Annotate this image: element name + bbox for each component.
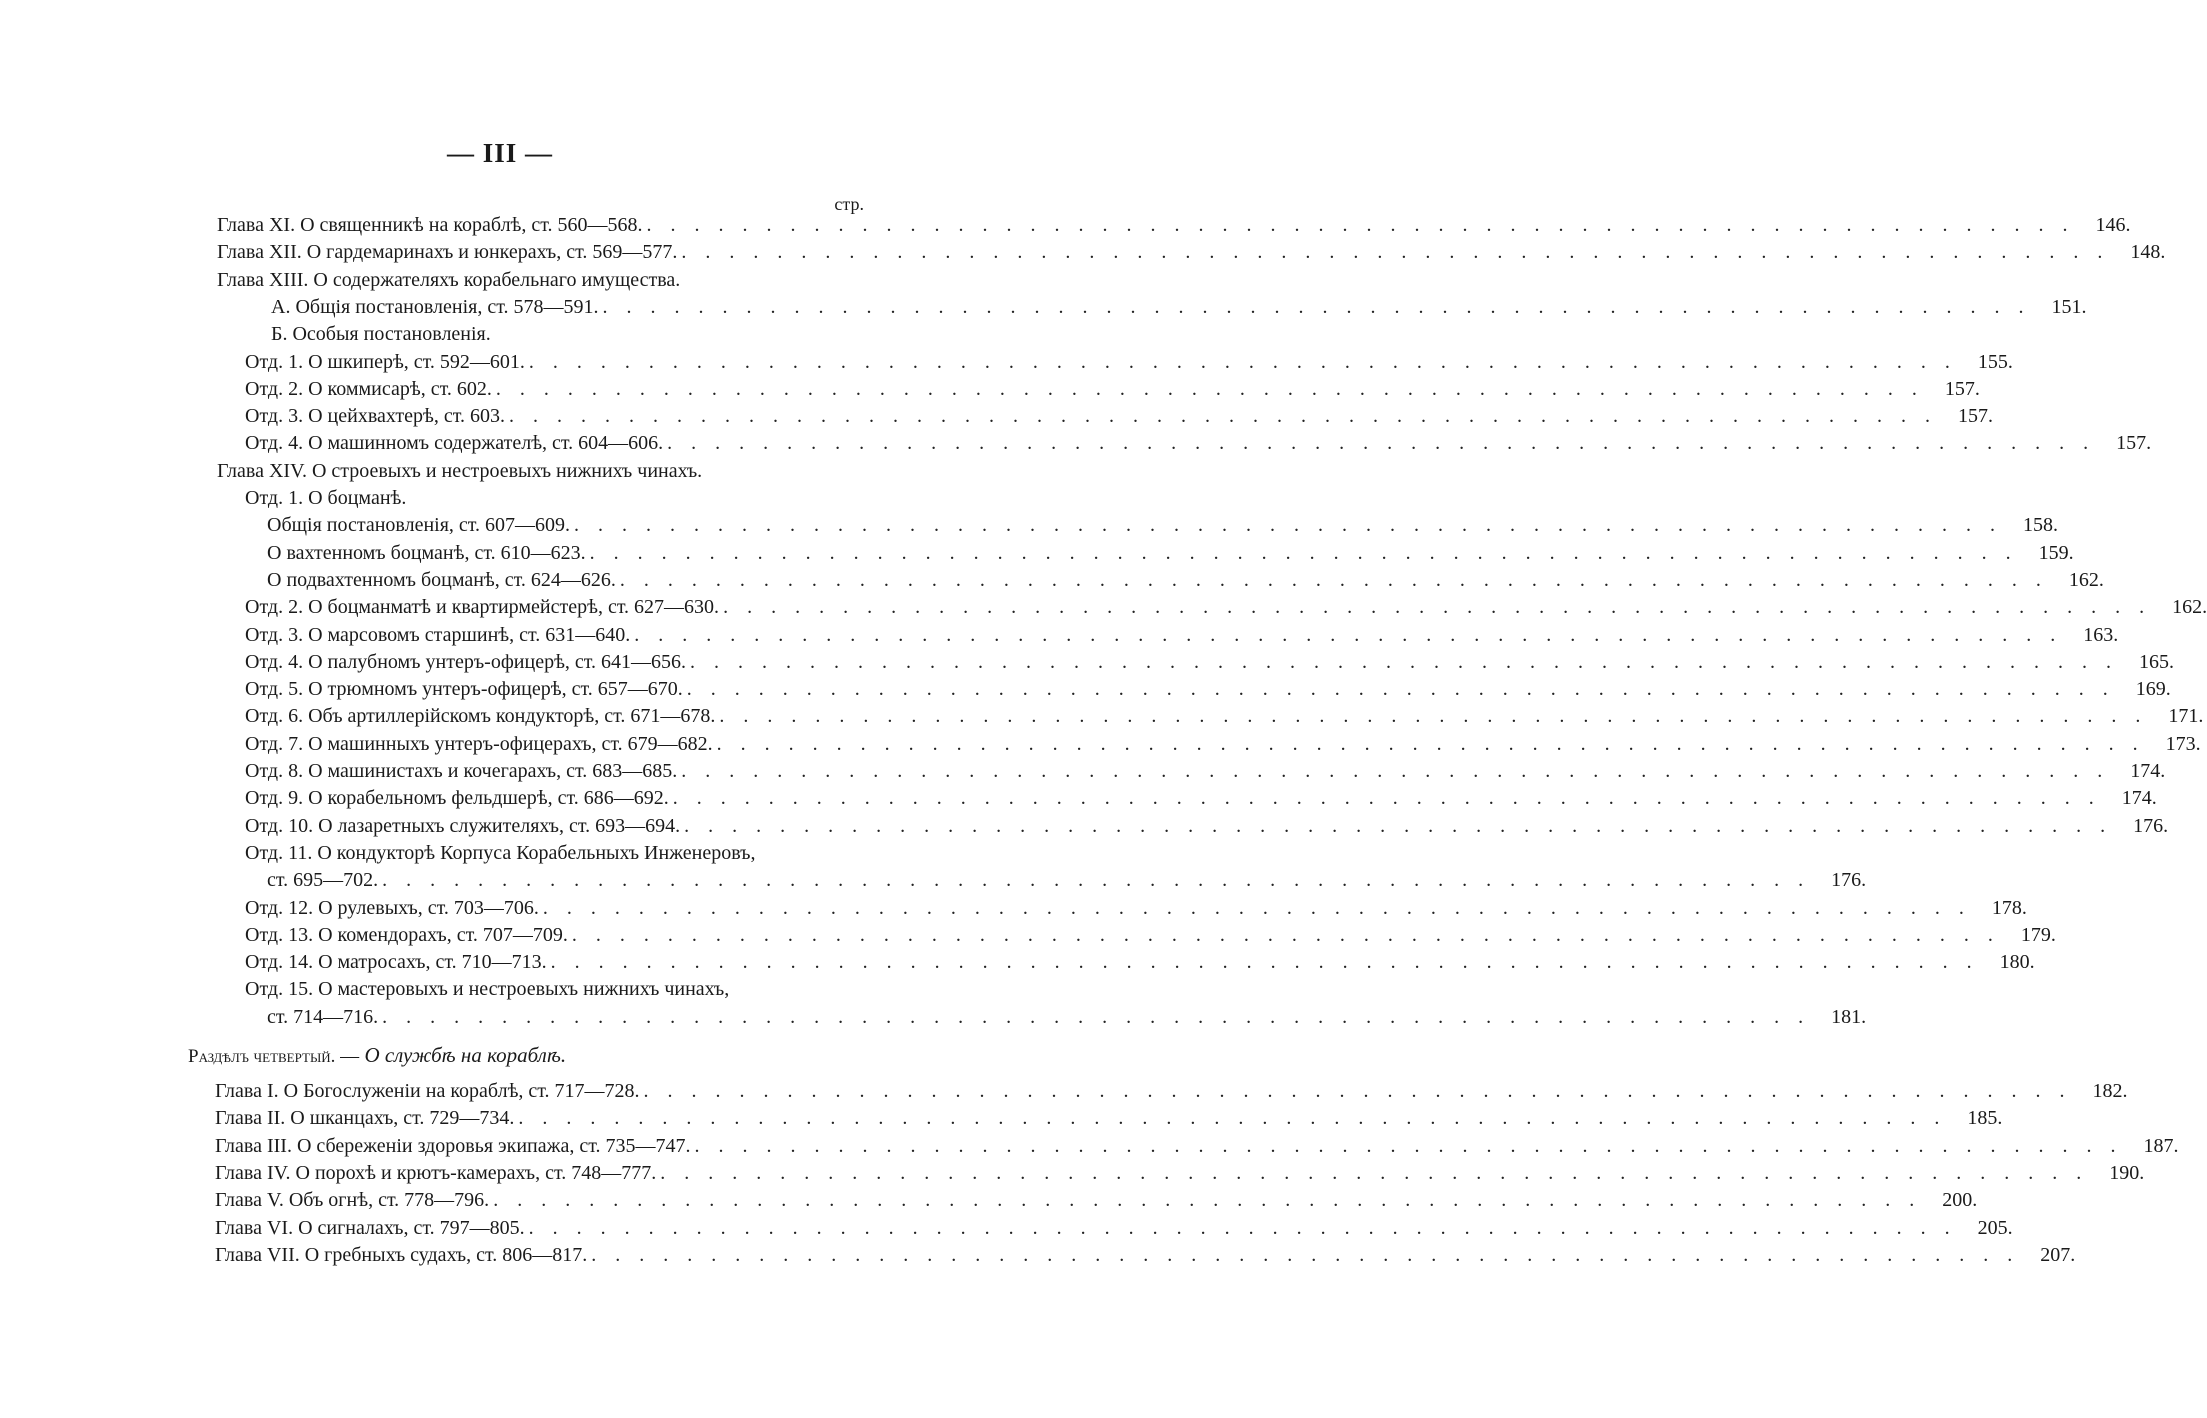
- toc-leader-dots: . . . . . . . . . . . . . . . . . . . . . . . . . . . . . . . . . . . . . . . . . . . . . . . . . . . . . . . . . . . .: [646, 214, 2075, 236]
- toc-entry-page: 163.: [2083, 623, 2119, 646]
- toc-entry: [245, 485, 866, 512]
- toc-leader-dots: . . . . . . . . . . . . . . . . . . . . . . . . . . . . . . . . . . . . . . . . . . . . . . . . . . . . . . . . . . . .: [634, 623, 2063, 646]
- toc-entry-text: Отд. 13. О комендорахъ, ст. 707—709.: [245, 923, 568, 946]
- toc-entry-page: 162.: [2172, 596, 2207, 619]
- toc-entry-text: Глава IV. О порохѣ и крютъ-камерахъ, ст. 748—777.: [215, 1161, 657, 1184]
- toc-entry-text: Глава V. Объ огнѣ, ст. 778—796.: [215, 1189, 490, 1212]
- page-column-header: стр.: [834, 194, 864, 214]
- toc-entry: [215, 1078, 2128, 1105]
- toc-entry-text: Отд. 1. О боцманѣ.: [245, 487, 407, 509]
- toc-entry-text: Отд. 14. О матросахъ, ст. 710—713.: [245, 951, 547, 974]
- toc-leader-dots: . . . . . . . . . . . . . . . . . . . . . . . . . . . . . . . . . . . . . . . . . . . . . . . . . . . . . . . . . . . .: [508, 405, 1937, 428]
- toc-entry: [245, 976, 866, 1003]
- toc-entry-page: 174.: [2121, 787, 2157, 810]
- toc-entry: [217, 458, 866, 485]
- toc-entry: [217, 267, 866, 294]
- toc-entry: [245, 403, 1993, 430]
- toc-entry: [245, 430, 2152, 457]
- section-heading: [188, 1040, 566, 1072]
- toc-entry: [245, 949, 2035, 976]
- toc-entry-text: Отд. 6. Объ артиллерійскомъ кондукторѣ, ст. 671—678.: [245, 705, 716, 728]
- toc-leader-dots: . . . . . . . . . . . . . . . . . . . . . . . . . . . . . . . . . . . . . . . . . . . . . . . . . . . . . . . . . . . .: [684, 814, 2113, 837]
- toc-leader-dots: . . . . . . . . . . . . . . . . . . . . . . . . . . . . . . . . . . . . . . . . . . . . . . . . . . . . . . . . . . . .: [681, 241, 2110, 264]
- toc-entry-text: Отд. 3. О цейхвахтерѣ, ст. 603.: [245, 405, 505, 428]
- toc-entry: [245, 785, 2157, 812]
- toc-entry: [217, 239, 2166, 266]
- toc-entry-page: 148.: [2130, 241, 2166, 264]
- toc-entry-text: Глава XIV. О строевыхъ и нестроевыхъ нижнихъ чинахъ.: [217, 459, 703, 482]
- toc-entry-text: Б. Особыя постановленія.: [271, 323, 491, 346]
- toc-entry: [245, 622, 2119, 649]
- toc-entry-page: 182.: [2092, 1080, 2128, 1102]
- toc-leader-dots: . . . . . . . . . . . . . . . . . . . . . . . . . . . . . . . . . . . . . . . . . . . . . . . . . . . . . . . . . . . .: [495, 377, 1924, 400]
- toc-leader-dots: . . . . . . . . . . . . . . . . . . . . . . . . . . . . . . . . . . . . . . . . . . . . . . . . . . . . . . . . . . . .: [602, 295, 2031, 318]
- toc-entry: [215, 1187, 1978, 1214]
- toc-entry-text: Отд. 15. О мастеровыхъ и нестроевыхъ нижнихъ чинахъ,: [245, 978, 730, 1001]
- toc-entry: [245, 676, 2171, 703]
- toc-entry-text: Отд. 7. О машинныхъ унтеръ-офицерахъ, ст. 679—682.: [245, 732, 713, 755]
- toc-entry-page: 173.: [2165, 732, 2201, 755]
- toc-entry-page: 157.: [1944, 377, 1980, 400]
- toc-entry-text: О подвахтенномъ боцманѣ, ст. 624—626.: [267, 568, 616, 591]
- toc-entry-text: Глава III. О сбереженіи здоровья экипажа, ст. 735—747.: [215, 1134, 691, 1157]
- toc-entry-page: 174.: [2130, 760, 2166, 782]
- toc-entry-text: Отд. 8. О машинистахъ и кочегарахъ, ст. 683—685.: [245, 760, 678, 782]
- toc-entry: [267, 512, 2059, 539]
- toc-entry-page: 169.: [2135, 678, 2171, 701]
- toc-entry-text: Отд. 3. О марсовомъ старшинѣ, ст. 631—640.: [245, 623, 631, 646]
- toc-entry-page: 190.: [2109, 1161, 2145, 1184]
- toc-leader-dots: . . . . . . . . . . . . . . . . . . . . . . . . . . . . . . . . . . . . . . . . . . . . . . . . . . . . . . . . . . . .: [528, 1216, 1957, 1239]
- toc-entry-text: Отд. 1. О шкиперѣ, ст. 592—601.: [245, 350, 525, 373]
- toc-leader-dots: . . . . . . . . . . . . . . . . . . . . . . . . . . . . . . . . . . . . . . . . . . . . . . . . . . . . . . . . . . . .: [571, 923, 2000, 946]
- toc-entry: [271, 321, 866, 348]
- toc-leader-dots: . . . . . . . . . . . . . . . . . . . . . . . . . . . . . . . . . . . . . . . . . . . . . . . . . . . . . . . . . . . .: [528, 350, 1957, 373]
- toc-leader-dots: . . . . . . . . . . . . . . . . . . . . . . . . . . . . . . . . . . . . . . . . . . . . . . . . . . . . . . . . . . . .: [574, 514, 2003, 537]
- toc-entry: [245, 840, 866, 867]
- toc-entry-text: А. Общія постановленія, ст. 578—591.: [271, 295, 599, 318]
- toc-leader-dots: . . . . . . . . . . . . . . . . . . . . . . . . . . . . . . . . . . . . . . . . . . . . . . . . . . . . . . . . . . . .: [493, 1189, 1922, 1212]
- toc-leader-dots: . . . . . . . . . . . . . . . . . . . . . . . . . . . . . . . . . . . . . . . . . . . . . . . . . . . . . . . . . . . .: [719, 705, 2148, 728]
- toc-entry: [215, 1105, 2003, 1132]
- toc-leader-dots: . . . . . . . . . . . . . . . . . . . . . . . . . . . . . . . . . . . . . . . . . . . . . . . . . . . . . . . . . . . .: [518, 1107, 1947, 1130]
- toc-entry-page: 151.: [2051, 295, 2087, 318]
- section-heading-title: О службѣ на кораблѣ.: [364, 1043, 567, 1067]
- toc-entry-text: О вахтенномъ боцманѣ, ст. 610—623.: [267, 541, 586, 564]
- toc-entry-page: 159.: [2038, 541, 2074, 564]
- toc-entry-page: 178.: [1991, 896, 2027, 919]
- toc-entry-page: 179.: [2020, 923, 2056, 946]
- toc-entry-text: Отд. 10. О лазаретныхъ служителяхъ, ст. 693—694.: [245, 814, 681, 837]
- toc-entry-text: Отд. 12. О рулевыхъ, ст. 703—706.: [245, 896, 539, 919]
- toc-leader-dots: . . . . . . . . . . . . . . . . . . . . . . . . . . . . . . . . . . . . . . . . . . . . . . . . . . . . . . . . . . . .: [382, 1005, 1811, 1028]
- toc-entry: [245, 703, 2204, 730]
- toc-entry: [217, 212, 2131, 239]
- toc-leader-dots: . . . . . . . . . . . . . . . . . . . . . . . . . . . . . . . . . . . . . . . . . . . . . . . . . . . . . . . . . . . .: [690, 650, 2119, 673]
- section-heading-lead: Раздѣлъ четвертый. —: [188, 1046, 360, 1067]
- toc-entry-page: 207.: [2040, 1243, 2076, 1266]
- toc-entry-page: 158.: [2023, 514, 2059, 537]
- toc-entry-page: 157.: [1957, 405, 1993, 428]
- toc-entry-text: Отд. 4. О машинномъ содержателѣ, ст. 604—606.: [245, 432, 664, 455]
- toc-leader-dots: . . . . . . . . . . . . . . . . . . . . . . . . . . . . . . . . . . . . . . . . . . . . . . . . . . . . . . . . . . . .: [550, 951, 1979, 974]
- toc-entry-text: Отд. 2. О боцманматѣ и квартирмейстерѣ, ст. 627—630.: [245, 596, 720, 619]
- toc-entry-text: Глава XII. О гардемаринахъ и юнкерахъ, ст. 569—577.: [217, 241, 678, 264]
- toc-leader-dots: . . . . . . . . . . . . . . . . . . . . . . . . . . . . . . . . . . . . . . . . . . . . . . . . . . . . . . . . . . . .: [619, 568, 2048, 591]
- toc-entry-page: 180.: [1999, 951, 2035, 974]
- toc-leader-dots: . . . . . . . . . . . . . . . . . . . . . . . . . . . . . . . . . . . . . . . . . . . . . . . . . . . . . . . . . . . .: [542, 896, 1971, 919]
- toc-entry-text: ст. 714—716.: [267, 1005, 379, 1028]
- toc-entry: [245, 594, 2207, 621]
- toc-entry: [215, 1215, 2013, 1242]
- toc-leader-dots: . . . . . . . . . . . . . . . . . . . . . . . . . . . . . . . . . . . . . . . . . . . . . . . . . . . . . . . . . . . .: [672, 787, 2101, 810]
- toc-entry-page: 176.: [1831, 869, 1867, 892]
- toc-entry: [215, 1133, 2179, 1160]
- toc-entry: [215, 1242, 2076, 1269]
- toc-entry-text: Глава II. О шканцахъ, ст. 729—734.: [215, 1107, 515, 1130]
- toc-entry-page: 157.: [2116, 432, 2152, 455]
- toc-leader-dots: . . . . . . . . . . . . . . . . . . . . . . . . . . . . . . . . . . . . . . . . . . . . . . . . . . . . . . . . . . . .: [716, 732, 2145, 755]
- toc-entry-page: 187.: [2143, 1134, 2179, 1157]
- toc-entry-page: 171.: [2168, 705, 2204, 728]
- toc-entry-text: Глава VI. О сигналахъ, ст. 797—805.: [215, 1216, 525, 1239]
- toc-entry-page: 205.: [1977, 1216, 2013, 1239]
- toc-entry-text: Глава VII. О гребныхъ судахъ, ст. 806—817.: [215, 1243, 588, 1266]
- toc-entry: [267, 567, 2104, 594]
- toc-entry-page: 155.: [1977, 350, 2013, 373]
- toc-entry: [245, 758, 2166, 785]
- toc-entry-page: 146.: [2095, 214, 2131, 236]
- toc-leader-dots: . . . . . . . . . . . . . . . . . . . . . . . . . . . . . . . . . . . . . . . . . . . . . . . . . . . . . . . . . . . .: [382, 869, 1811, 892]
- toc-entry: [245, 649, 2175, 676]
- toc-leader-dots: . . . . . . . . . . . . . . . . . . . . . . . . . . . . . . . . . . . . . . . . . . . . . . . . . . . . . . . . . . . .: [667, 432, 2096, 455]
- toc-entry: [267, 540, 2074, 567]
- toc-entry-page: 162.: [2068, 568, 2104, 591]
- toc-entry: [215, 1160, 2145, 1187]
- toc-leader-dots: . . . . . . . . . . . . . . . . . . . . . . . . . . . . . . . . . . . . . . . . . . . . . . . . . . . . . . . . . . . .: [591, 1243, 2020, 1266]
- toc-entry: [245, 731, 2201, 758]
- toc-entry-text: Отд. 2. О коммисарѣ, ст. 602.: [245, 377, 492, 400]
- toc-entry-page: 200.: [1942, 1189, 1978, 1212]
- toc-leader-dots: . . . . . . . . . . . . . . . . . . . . . . . . . . . . . . . . . . . . . . . . . . . . . . . . . . . . . . . . . . . .: [686, 678, 2115, 701]
- toc-entry-text: Глава XIII. О содержателяхъ корабельнаго имущества.: [217, 268, 681, 291]
- toc-entry: [271, 294, 2087, 321]
- toc-leader-dots: . . . . . . . . . . . . . . . . . . . . . . . . . . . . . . . . . . . . . . . . . . . . . . . . . . . . . . . . . . . .: [694, 1134, 2123, 1157]
- toc-leader-dots: . . . . . . . . . . . . . . . . . . . . . . . . . . . . . . . . . . . . . . . . . . . . . . . . . . . . . . . . . . . .: [589, 541, 2018, 564]
- toc-entry-page: 165.: [2139, 650, 2175, 673]
- toc-entry-page: 185.: [1967, 1107, 2003, 1130]
- toc-entry-text: Общія постановленія, ст. 607—609.: [267, 514, 571, 537]
- page-number: — III —: [446, 138, 554, 168]
- toc-entry: [267, 867, 1867, 894]
- toc-leader-dots: . . . . . . . . . . . . . . . . . . . . . . . . . . . . . . . . . . . . . . . . . . . . . . . . . . . . . . . . . . . .: [660, 1161, 2089, 1184]
- toc-leader-dots: . . . . . . . . . . . . . . . . . . . . . . . . . . . . . . . . . . . . . . . . . . . . . . . . . . . . . . . . . . . .: [723, 596, 2152, 619]
- toc-leader-dots: . . . . . . . . . . . . . . . . . . . . . . . . . . . . . . . . . . . . . . . . . . . . . . . . . . . . . . . . . . . .: [681, 760, 2110, 782]
- toc-entry-text: Глава XI. О священникѣ на кораблѣ, ст. 560—568.: [217, 214, 643, 236]
- toc-entry-text: Отд. 9. О корабельномъ фельдшерѣ, ст. 686—692.: [245, 787, 669, 810]
- toc-entry: [245, 349, 2013, 376]
- toc-entry-text: Отд. 4. О палубномъ унтеръ-офицерѣ, ст. 641—656.: [245, 650, 687, 673]
- toc-entry-page: 181.: [1831, 1005, 1867, 1028]
- toc-entry-text: Отд. 5. О трюмномъ унтеръ-офицерѣ, ст. 657—670.: [245, 678, 683, 701]
- toc-entry: [245, 376, 1980, 403]
- toc-entry: [245, 922, 2056, 949]
- toc-entry-text: Глава I. О Богослуженіи на кораблѣ, ст. 717—728.: [215, 1080, 640, 1102]
- toc-entry: [267, 1004, 1867, 1031]
- toc-entry-page: 176.: [2133, 814, 2169, 837]
- toc-entry-text: ст. 695—702.: [267, 869, 379, 892]
- toc-leader-dots: . . . . . . . . . . . . . . . . . . . . . . . . . . . . . . . . . . . . . . . . . . . . . . . . . . . . . . . . . . . .: [643, 1080, 2072, 1102]
- toc-entry-text: Отд. 11. О кондукторѣ Корпуса Корабельныхъ Инженеровъ,: [245, 841, 756, 864]
- toc-entry: [245, 813, 2169, 840]
- toc-entry: [245, 895, 2027, 922]
